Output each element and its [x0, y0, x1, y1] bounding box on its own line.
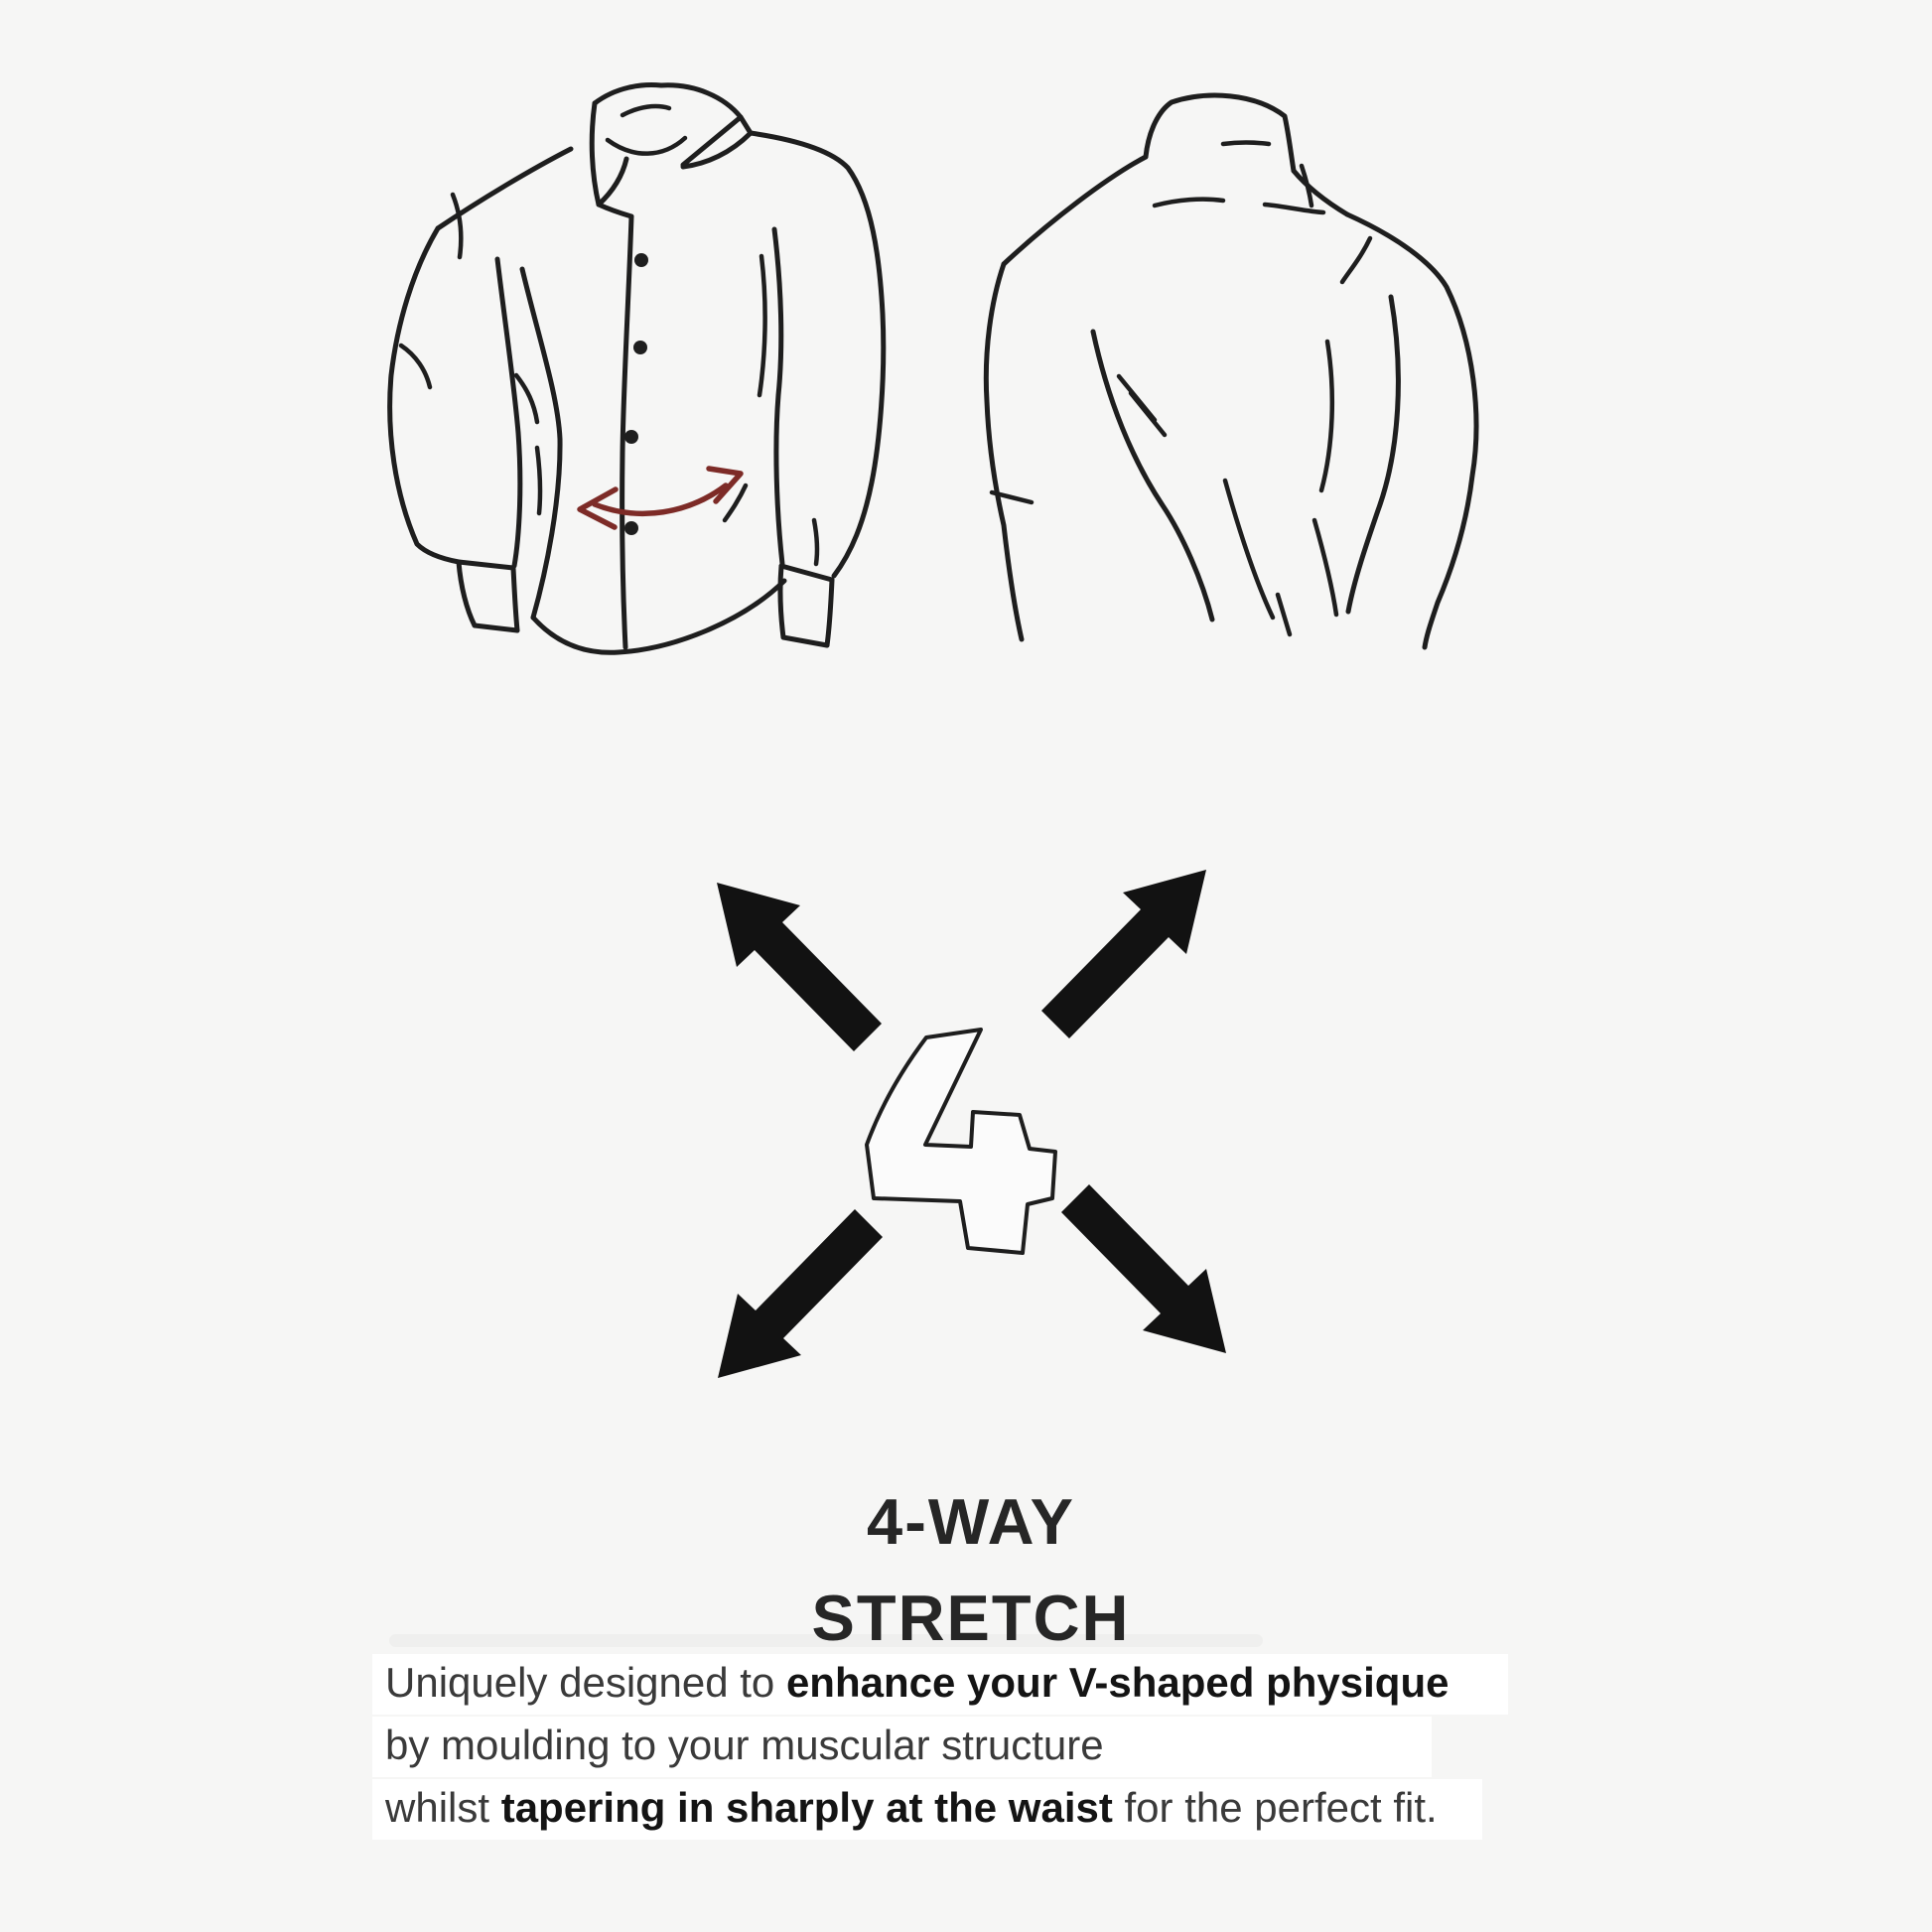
shirt-front-illustration [365, 46, 894, 681]
arrow-up-right-icon [1041, 870, 1206, 1038]
copy-line-1-normal: Uniquely designed to [385, 1659, 786, 1706]
copy-line-1-bold: enhance your V-shaped physique [785, 1659, 1449, 1706]
copy-line-3-pre: whilst [385, 1784, 501, 1832]
numeral-4-icon [867, 1030, 1055, 1253]
copy-line-1 [372, 1654, 1508, 1715]
shirt-back-illustration [978, 42, 1519, 657]
stretch-heading [708, 1473, 1234, 1666]
copy-line-2 [372, 1717, 1432, 1777]
copy-line-2-normal: by moulding to your muscular structure [385, 1722, 1104, 1769]
shirt-back-sketch-icon [978, 42, 1519, 657]
heading-line-1: 4-WAY [867, 1485, 1075, 1558]
copy-line-3-post: for the perfect fit. [1112, 1784, 1438, 1832]
four-way-stretch-icon [710, 844, 1236, 1420]
arrow-down-right-icon [1061, 1184, 1226, 1353]
copy-line-3-bold: tapering in sharply at the waist [500, 1784, 1113, 1832]
arrow-down-left-icon [718, 1209, 883, 1378]
copy-line-3 [372, 1779, 1482, 1840]
arrow-up-left-icon [717, 883, 882, 1051]
description-paragraph [372, 1654, 1508, 1842]
waist-stretch-arrow-icon [580, 469, 741, 527]
shirt-front-sketch-icon [365, 46, 894, 681]
heading-line-2: STRETCH [811, 1582, 1131, 1654]
